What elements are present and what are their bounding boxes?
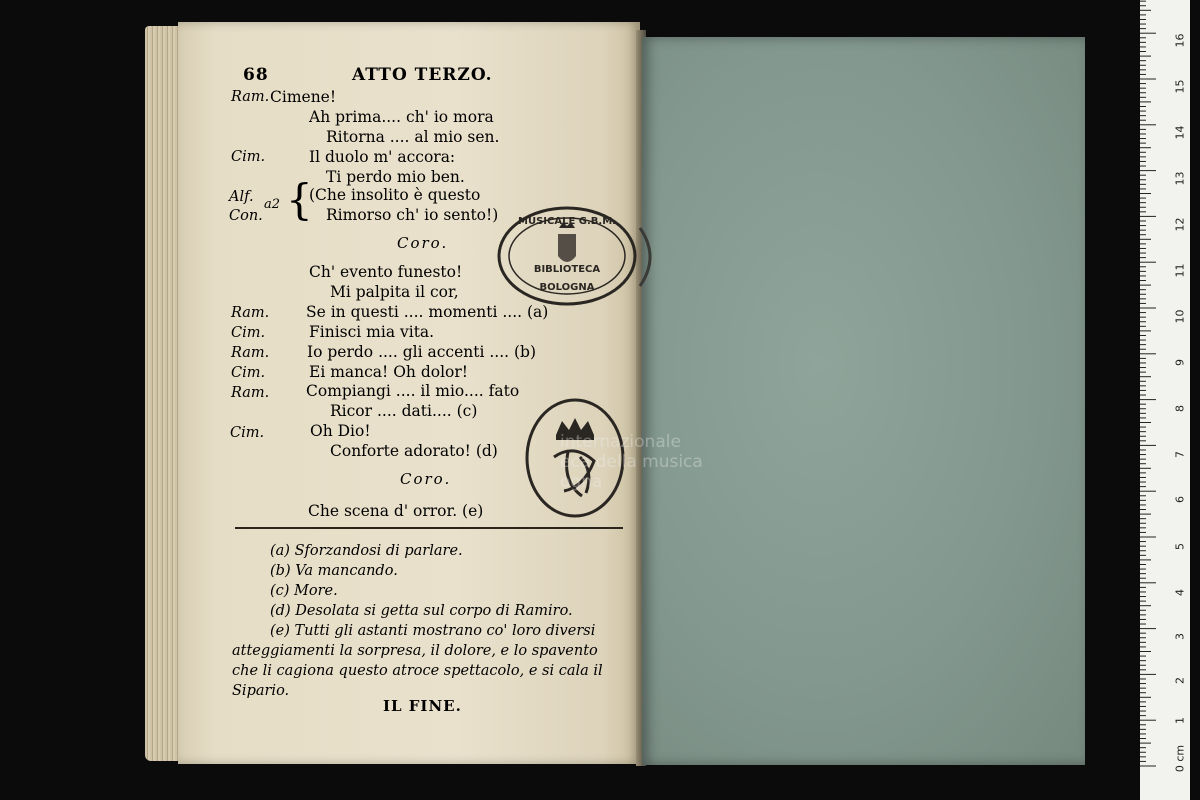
ruler-number: 16 (1173, 33, 1187, 48)
verse-line: Mi palpita il cor, (330, 283, 459, 301)
speaker-label: Cim. (231, 365, 266, 381)
footnote: (a) Sforzandosi di parlare. (270, 543, 463, 559)
ruler-number: 15 (1173, 79, 1187, 94)
page-title: ATTO TERZO. (352, 65, 493, 85)
verse-line: Ti perdo mio ben. (326, 168, 465, 186)
verse-line: Se in questi .... momenti .... (a) (306, 303, 549, 321)
speaker-label: Cim. (231, 149, 266, 165)
the-end: IL FINE. (383, 697, 462, 715)
speaker-label: Cim. (231, 325, 266, 341)
watermark-line: eca della musica (560, 452, 703, 472)
speaker-label: Alf. (229, 189, 254, 205)
verse-line: Ricor .... dati.... (c) (330, 402, 478, 420)
ruler-number: 6 (1173, 496, 1187, 503)
ruler-number: 7 (1173, 451, 1187, 458)
verse-line: Io perdo .... gli accenti .... (b) (307, 343, 536, 361)
brace-glyph: { (286, 175, 313, 224)
verse-line: Che scena d' orror. (e) (308, 502, 484, 520)
footnote: (c) More. (270, 583, 338, 599)
stamp-bottom-text: BOLOGNA (539, 282, 595, 293)
ruler-number: 13 (1173, 171, 1187, 186)
footnote-rule (235, 527, 623, 529)
speaker-label: Ram. (231, 385, 270, 401)
verse-line: Ei manca! Oh dolor! (309, 363, 468, 381)
footnote: che li cagiona questo atroce spettacolo, e si cala il (232, 663, 603, 679)
verse-line: Ritorna .... al mio sen. (326, 128, 500, 146)
verse-line: Compiangi .... il mio.... fato (306, 382, 520, 400)
speaker-label: Ram. (231, 89, 270, 105)
watermark (560, 432, 703, 492)
footnote: atteggiamenti la sorpresa, il dolore, e lo spavento (232, 643, 598, 659)
ruler-number: 5 (1173, 543, 1187, 550)
stamp-top-text: MUSICALE G.B.M. (518, 216, 616, 227)
footnote: (e) Tutti gli astanti mostrano co' loro diversi (270, 623, 596, 639)
ruler-number: 12 (1173, 217, 1187, 232)
stamp-bleed-mark (636, 224, 662, 290)
verse-line: Il duolo m' accora: (309, 148, 456, 166)
coro-heading: Coro. (397, 234, 449, 252)
stamp-middle-text: BIBLIOTECA (533, 264, 601, 275)
ruler-number: 8 (1173, 405, 1187, 412)
right-cover-page (642, 37, 1085, 765)
verse-line: Ah prima.... ch' io mora (309, 108, 494, 126)
footnote: (b) Va mancando. (270, 563, 398, 579)
ruler-number: 1 (1173, 717, 1187, 724)
library-stamp (496, 204, 638, 308)
speaker-label: Con. (229, 208, 263, 224)
verse-line: Conforte adorato! (d) (330, 442, 498, 460)
verse-line: Finisci mia vita. (309, 323, 435, 341)
speaker-label: Cim. (230, 425, 265, 441)
footnote: Sipario. (232, 683, 290, 699)
measurement-ruler (1140, 0, 1190, 800)
ruler-unit-label: 0 cm (1173, 744, 1187, 773)
ruler-number: 14 (1173, 125, 1187, 140)
duet-label: a2 (264, 197, 281, 212)
watermark-line: ogna (560, 472, 603, 492)
ruler-number: 2 (1173, 677, 1187, 684)
speaker-label: Ram. (231, 305, 270, 321)
footnote: (d) Desolata si getta sul corpo di Ramiro. (270, 603, 573, 619)
ruler-number: 4 (1173, 589, 1187, 596)
ruler-number: 3 (1173, 633, 1187, 640)
ruler-number: 11 (1173, 263, 1187, 278)
verse-line: Oh Dio! (310, 422, 371, 440)
verse-line: Ch' evento funesto! (309, 263, 463, 281)
speaker-label: Ram. (231, 345, 270, 361)
watermark-line: internazionale (560, 432, 681, 452)
verse-line: Rimorso ch' io sento!) (326, 206, 499, 224)
verse-line: (Che insolito è questo (309, 186, 481, 204)
verse-line: Cimene! (270, 88, 337, 106)
ruler-number: 10 (1173, 309, 1187, 324)
page-number: 68 (243, 65, 269, 85)
ruler-number: 9 (1173, 359, 1187, 366)
coro-heading: Coro. (400, 470, 452, 488)
